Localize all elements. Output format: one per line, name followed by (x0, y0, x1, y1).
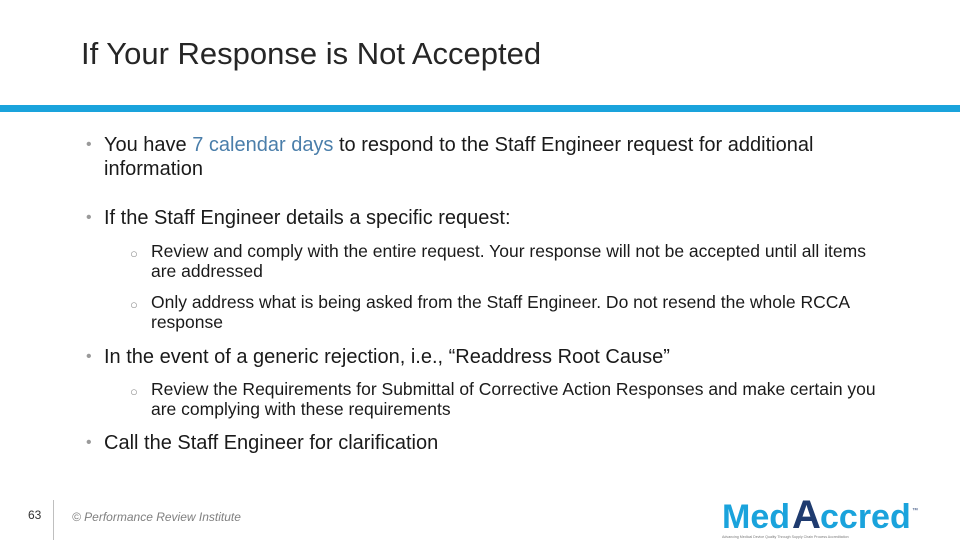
sub-bullet-text: Only address what is being asked from the Staff Engineer. Do not resend the whole RCCA response (151, 292, 850, 332)
accent-bar (0, 105, 960, 112)
logo-trademark: ™ (912, 508, 918, 514)
sub-bullet-icon: ○ (130, 246, 138, 261)
logo-text-med: Med (722, 498, 790, 536)
sub-bullet-text: Review the Requirements for Submittal of Corrective Action Responses and make certain you are complying with these requirements (151, 379, 876, 419)
logo-tagline: Advancing Medical Device Quality Through Supply Chain Process Accreditation (722, 535, 849, 539)
bullet-icon: • (86, 434, 92, 451)
page-number: 63 (28, 508, 42, 522)
bullet-icon: • (86, 209, 92, 226)
medaccred-logo (722, 490, 922, 540)
bullet-icon: • (86, 136, 92, 153)
footer-divider (53, 500, 54, 540)
bullet-icon: • (86, 348, 92, 365)
highlight-text: 7 calendar days (192, 134, 334, 156)
sub-bullet-text: Review and comply with the entire request. Your response will not be accepted until all items are addressed (151, 241, 866, 281)
logo-text-ccred: ccred (820, 498, 911, 536)
logo-text-a: A (792, 493, 821, 537)
sub-bullet-icon: ○ (130, 297, 138, 312)
bullet-text: Call the Staff Engineer for clarification (104, 432, 439, 454)
sub-bullet-icon: ○ (130, 384, 138, 399)
copyright-footer: © Performance Review Institute (72, 510, 241, 524)
bullet-text: You have 7 calendar days to respond to the Staff Engineer request for additional information (104, 134, 814, 180)
slide-title: If Your Response is Not Accepted (81, 36, 542, 71)
bullet-text: In the event of a generic rejection, i.e., “Readdress Root Cause” (104, 346, 670, 368)
bullet-text: If the Staff Engineer details a specific request: (104, 207, 511, 229)
